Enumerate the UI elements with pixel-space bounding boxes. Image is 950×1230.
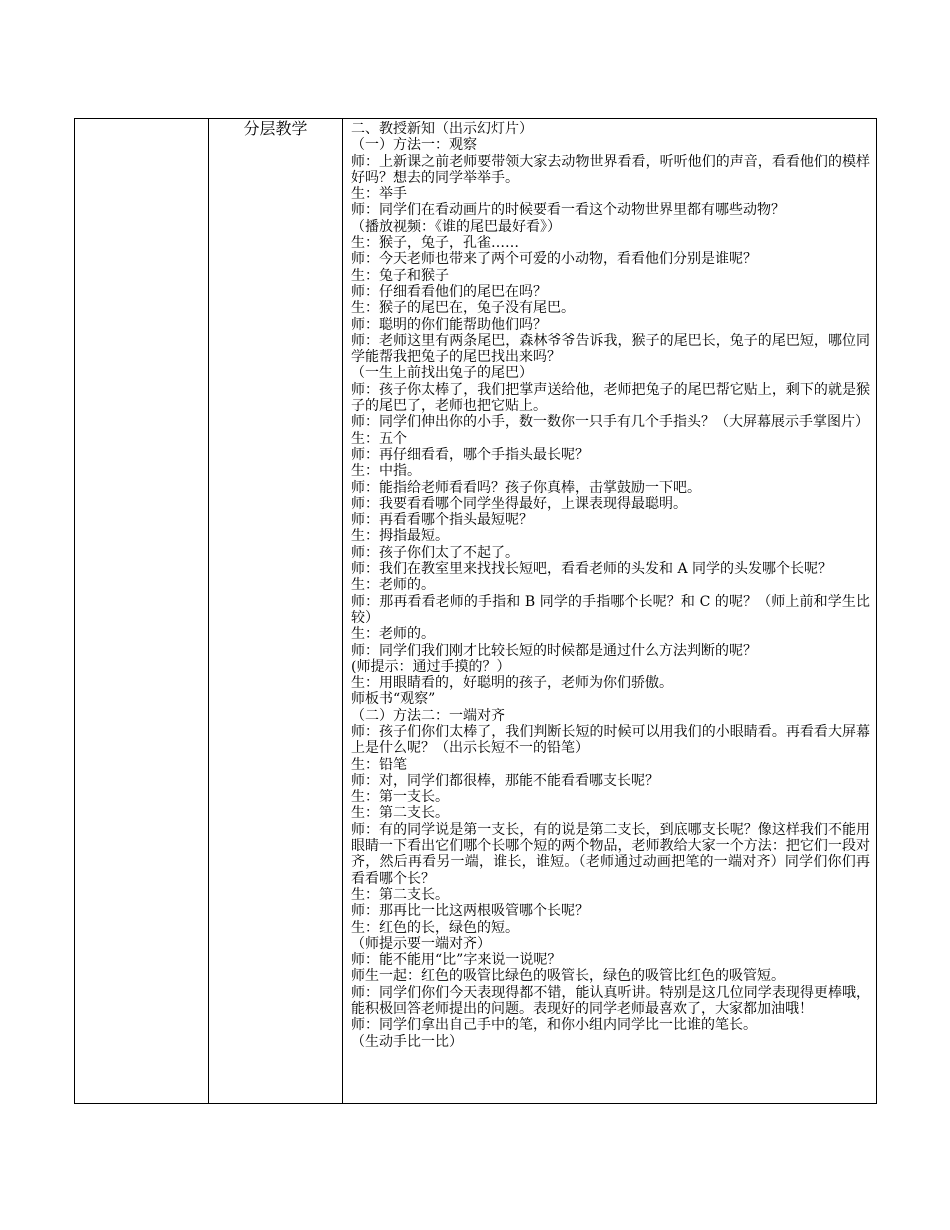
content-line: 师：聪明的你们能帮助他们吗？ — [351, 316, 547, 333]
content-line: 生：猴子的尾巴在，兔子没有尾巴。 — [351, 300, 575, 317]
content-line: （二）方法二：一端对齐 — [351, 707, 505, 724]
content-line: 师：对，同学们都很棒，那能不能看看哪支长呢？ — [351, 772, 659, 789]
content-line: 生：用眼睛看的，好聪明的孩子，老师为你们骄傲。 — [351, 675, 673, 692]
content-line: 师：仔细看看他们的尾巴在吗？ — [351, 283, 547, 300]
content-cell — [343, 119, 877, 1104]
content-line: 生：猴子，兔子，孔雀…… — [351, 235, 519, 252]
content-line: 生：第二支长。 — [351, 805, 449, 822]
content-line: 师：能不能用“比”字来说一说呢？ — [351, 952, 562, 969]
content-line: 师板书“观察” — [351, 691, 436, 708]
content-line: 生：举手 — [351, 186, 407, 203]
content-line: （师提示要一端对齐） — [351, 935, 491, 952]
content-line: 师：再看看哪个指头最短呢？ — [351, 512, 533, 529]
content-line: 生：中指。 — [351, 463, 421, 480]
content-line: 生：老师的。 — [351, 626, 435, 643]
content-line: 师：同学们拿出自己手中的笔，和你小组内同学比一比谁的笔长。 — [351, 1017, 757, 1034]
lesson-plan-table — [74, 118, 877, 1104]
stage-cell — [209, 119, 343, 1104]
content-line: （一）方法一：观察 — [351, 137, 477, 154]
content-line: 生：红色的长，绿色的短。 — [351, 919, 519, 936]
table-row — [75, 119, 877, 1104]
content-line: （播放视频：《谁的尾巴最好看》） — [351, 218, 561, 235]
content-line: 师：那再比一比这两根吸管哪个长呢？ — [351, 903, 589, 920]
content-line: (师提示：通过手摸的？） — [351, 658, 511, 675]
content-line: 师：孩子你太棒了，我们把掌声送给他，老师把兔子的尾巴帮它贴上，剩下的就是猴子的尾巴了，老师也把它贴上。 — [351, 381, 870, 415]
content-line: 师：能指给老师看看吗？孩子你真棒，击掌鼓励一下吧。 — [351, 479, 701, 496]
content-line: 生：五个 — [351, 430, 407, 447]
content-line: 生：拇指最短。 — [351, 528, 449, 545]
lesson-content — [343, 119, 876, 1103]
content-line: 师：老师这里有两条尾巴，森林爷爷告诉我，猴子的尾巴长，兔子的尾巴短，哪位同学能帮我把兔子的尾巴找出来吗？ — [351, 332, 870, 366]
content-line: 师：今天老师也带来了两个可爱的小动物，看看他们分别是谁呢？ — [351, 251, 757, 268]
content-line: 师生一起：红色的吸管比绿色的吸管长，绿色的吸管比红色的吸管短。 — [351, 968, 785, 985]
content-line: 师：再仔细看看，哪个手指头最长呢？ — [351, 446, 589, 463]
content-line: 师：那再看看老师的手指和 B 同学的手指哪个长呢？和 C 的呢？（师上前和学生比较） — [351, 593, 870, 626]
content-line: 师：同学们伸出你的小手，数一数你一只手有几个手指头？（大屏幕展示手掌图片） — [351, 414, 869, 431]
content-line: 师：孩子你们太了不起了。 — [351, 544, 519, 561]
content-line: 生：兔子和猴子 — [351, 267, 449, 284]
content-line: 师：同学们你们今天表现得都不错，能认真听讲。特别是这几位同学表现得更棒哦，能积极回答老师提出的问题。表现好的同学老师最喜欢了，大家都加油哦！ — [351, 984, 870, 1018]
content-line: 生：第二支长。 — [351, 886, 449, 903]
content-line: 师：上新课之前老师要带领大家去动物世界看看，听听他们的声音，看看他们的模样好吗？想去的同学举举手。 — [351, 153, 870, 186]
blank-cell — [75, 119, 209, 1104]
content-line: （一生上前找出兔子的尾巴） — [351, 365, 533, 382]
stage-label: 分层教学 — [243, 119, 308, 138]
content-line: 师：有的同学说是第一支长，有的说是第二支长，到底哪支长呢？像这样我们不能用眼睛一下看出它们哪个长哪个短的两个物品，老师教给大家一个方法：把它们一段对齐，然后再看另一端，谁长，谁短。（老师通过动画把笔的一端对齐）同学们你们再看看哪个长？ — [351, 821, 870, 887]
content-line: 生：老师的。 — [351, 577, 435, 594]
content-line: 师：我要看看哪个同学坐得最好，上课表现得最聪明。 — [351, 495, 687, 512]
content-line: 师：同学们在看动画片的时候要看一看这个动物世界里都有哪些动物？ — [351, 202, 785, 219]
content-line: 二、教授新知（出示幻灯片） — [351, 121, 533, 137]
content-line: 师：孩子们你们太棒了，我们判断长短的时候可以用我们的小眼睛看。再看看大屏幕上是什么呢？（出示长短不一的铅笔） — [351, 723, 870, 757]
content-line: （生动手比一比） — [351, 1033, 463, 1050]
content-line: 生：铅笔 — [351, 756, 407, 773]
content-line: 师：我们在教室里来找找长短吧，看看老师的头发和 A 同学的头发哪个长呢？ — [351, 561, 833, 578]
content-line: 生：第一支长。 — [351, 789, 449, 806]
content-line: 师：同学们我们刚才比较长短的时候都是通过什么方法判断的呢？ — [351, 642, 757, 659]
